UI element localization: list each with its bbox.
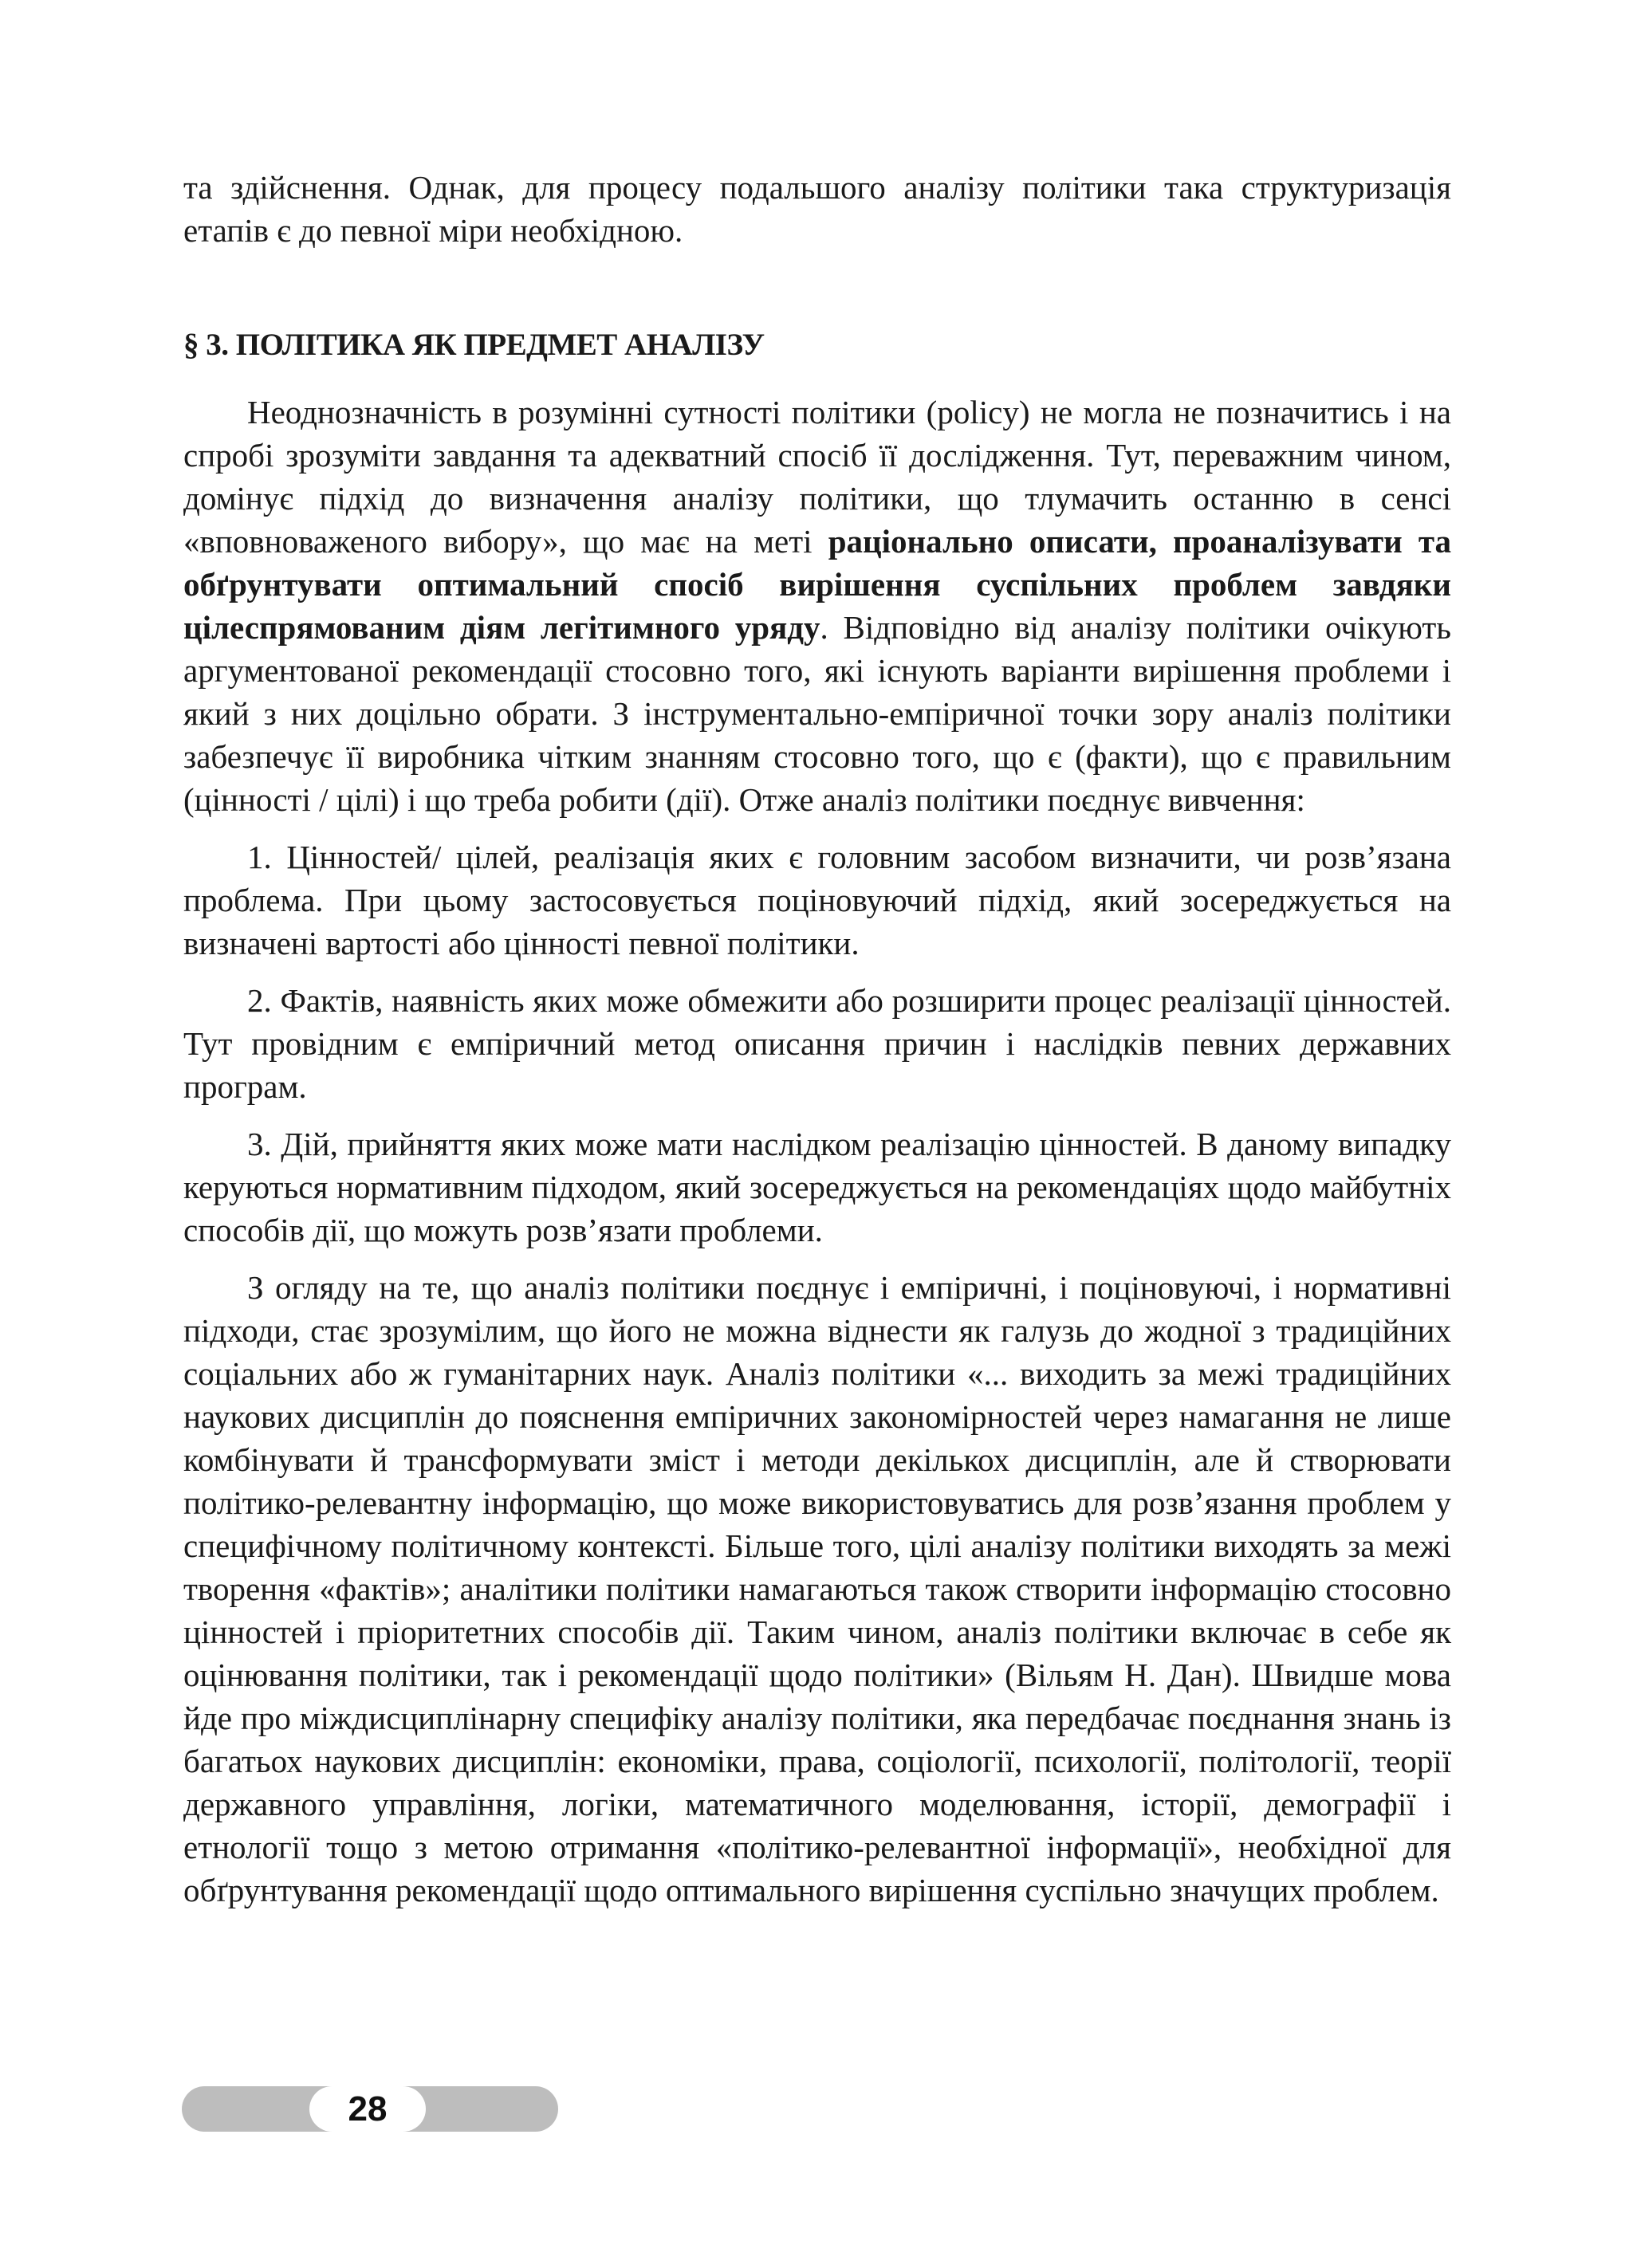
paragraph-policy-definition	[183, 391, 1451, 821]
page-number: 28	[309, 2086, 426, 2132]
page-body	[183, 166, 1451, 1912]
paragraph-bold-emphasis: раціонально описати, проаналізувати та обґрунтувати оптимальний спосіб вирішення суспільних проблем завдяки цілеспрямованим діям легітимного уряду	[183, 523, 1452, 646]
paragraph-text-start: Неоднозначність в розумінні сутності політики (policy) не могла не позначитись і на спробі зрозуміти завдання та адекватний спосіб її дослідження. Тут, переважним чином, домінує підхід до визначення аналізу політики, що тлумачить останню в сенсі «вповноваженого вибору», що має на меті	[183, 394, 1451, 560]
list-item-values: 1. Цінностей/ цілей, реалізація яких є головним засобом визначити, чи розв’язана проблема. При цьому застосовується поціновуючий підхід, який зосереджується на визначені вартості або цінності певної політики.	[183, 839, 1451, 961]
list-item-actions: 3. Дій, прийняття яких може мати наслідком реалізацію цінностей. В даному випадку керуються нормативним підходом, який зосереджується на рекомендаціях щодо майбутніх способів дії, що можуть розв’язати проблеми.	[183, 1126, 1451, 1248]
page-number-bar	[182, 2086, 558, 2132]
paragraph-interdisciplinary: З огляду на те, що аналіз політики поєднує і емпіричні, і поціновуючі, і нормативні підходи, стає зрозумілим, що його не можна віднести як галузь до жодної з традиційних соціальних або ж гуманітарних наук. Аналіз політики «... виходить за межі традиційних наукових дисциплін до пояснення емпіричних закономірностей через намагання не лише комбінувати й трансформувати зміст і методи декількох дисциплін, але й створювати політико-релевантну інформацію, що може використовуватись для розв’язання проблем у специфічному політичному контексті. Більше того, цілі аналізу політики виходять за межі творення «фактів»; аналітики політики намагаються також створити інформацію стосовно цінностей і пріоритетних способів дії. Таким чином, аналіз політики включає в себе як оцінювання політики, так і рекомендації щодо політики» (Вільям Н. Дан). Швидше мова йде про міждисциплінарну специфіку аналізу політики, яка передбачає поєднання знань із багатьох наукових дисциплін: економіки, права, соціології, психології, політології, теорії державного управління, логіки, математичного моделювання, історії, демографії і етнології тощо з метою отримання «політико-релевантної інформації», необхідної для обґрунтування рекомендації щодо оптимального вирішення суспільно значущих проблем.	[183, 1269, 1451, 1908]
paragraph-text-end: . Відповідно від аналізу політики очікують аргументованої рекомендації стосовно того, які існують варіанти вирішення проблеми і який з них доцільно обрати. З інструментально-емпіричної точки зору аналіз політики забезпечує її виробника чітким знанням стосовно того, що є (факти), що є правильним (цінності / цілі) і що треба робити (дії). Отже аналіз політики поєднує вивчення:	[183, 609, 1451, 818]
intro-paragraph: та здійснення. Однак, для процесу подальшого аналізу політики така структуризація етапів є до певної міри необхідною.	[183, 169, 1451, 249]
section-heading: § 3. ПОЛІТИКА ЯК ПРЕДМЕТ АНАЛІЗУ	[183, 328, 765, 362]
list-item-facts: 2. Фактів, наявність яких може обмежити або розширити процес реалізації цінностей. Тут провідним є емпіричний метод описання причин і наслідків певних державних програм.	[183, 982, 1451, 1105]
